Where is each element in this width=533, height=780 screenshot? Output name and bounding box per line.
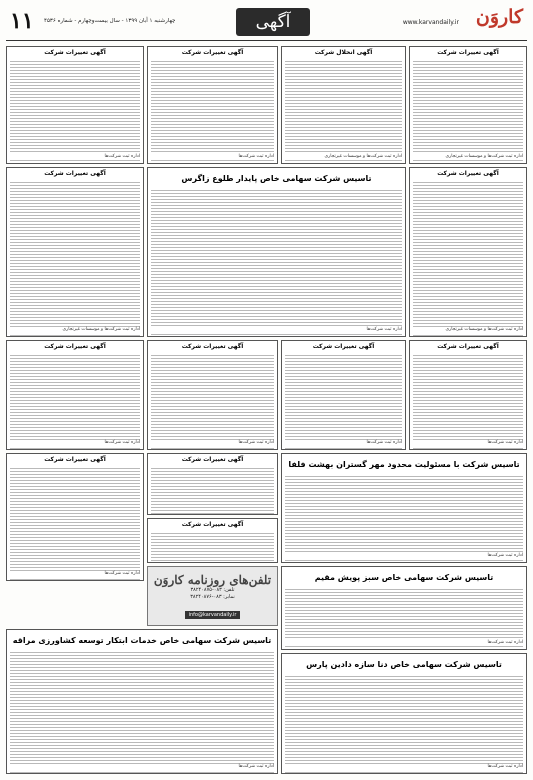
ad-body	[10, 59, 140, 164]
ad-footer: اداره ثبت شرکت‌ها	[10, 571, 140, 577]
ad-block	[281, 566, 527, 650]
ad-body	[151, 59, 274, 164]
ad-body	[413, 353, 523, 450]
ad-block	[147, 518, 278, 563]
date-line: چهارشنبه ۱ آبان ۱۳۹۹ - سال بیست‌وچهارم - شماره ۴۵۳۶	[44, 18, 176, 24]
ad-body	[285, 674, 523, 774]
ad-body	[285, 59, 402, 164]
ad-block	[6, 629, 278, 774]
ad-block	[147, 340, 278, 450]
contact-title: تلفن‌های روزنامه کاروَن	[153, 573, 272, 587]
ad-title: آگهی تغییرات شرکت	[181, 49, 244, 56]
ad-body	[285, 353, 402, 450]
ad-footer: اداره ثبت شرکت‌ها	[285, 764, 523, 770]
page-header	[6, 6, 527, 40]
ad-block	[281, 46, 406, 164]
newspaper-logo: کاروَن	[475, 6, 523, 28]
ad-title: آگهی تغییرات شرکت	[437, 170, 499, 177]
ad-title: تاسیس شرکت سهامی خاص پایدار طلوع زاگرس	[181, 174, 372, 183]
ad-footer: اداره ثبت شرکت‌ها	[285, 553, 523, 559]
section-title: آگهی	[236, 8, 310, 36]
ad-body	[151, 188, 402, 337]
ad-title: آگهی تغییرات شرکت	[181, 343, 244, 350]
ad-body	[285, 474, 523, 563]
ad-block	[281, 340, 406, 450]
ad-body	[413, 180, 523, 337]
ad-footer: اداره ثبت شرکت‌ها	[10, 440, 140, 446]
ad-title: آگهی تغییرات شرکت	[44, 49, 106, 56]
ad-title: آگهی تغییرات شرکت	[437, 49, 499, 56]
contact-phone: تلفن: ۰۸۳-۳۸۲۴۰۸۷۵	[190, 587, 235, 593]
ad-title: آگهی تغییرات شرکت	[437, 343, 499, 350]
ad-footer: اداره ثبت شرکت‌ها	[151, 440, 274, 446]
ad-title: تاسیس شرکت سهامی خاص دنا سازه دادین پارس	[306, 660, 502, 669]
ad-title: تاسیس شرکت با مسئولیت محدود مهر گستران بهشت فلفا	[288, 460, 520, 469]
ad-block	[409, 340, 527, 450]
ad-body	[413, 59, 523, 164]
ad-body	[10, 180, 140, 337]
ad-footer: اداره ثبت شرکت‌ها و موسسات غیرتجاری	[10, 327, 140, 333]
ad-block	[147, 453, 278, 515]
ad-body	[151, 466, 274, 515]
ad-footer: اداره ثبت شرکت‌ها و موسسات غیرتجاری	[413, 154, 523, 160]
ad-title: آگهی تغییرات شرکت	[312, 343, 375, 350]
contact-email: info@karvandaily.ir	[185, 611, 241, 619]
ad-footer: اداره ثبت شرکت‌ها و موسسات غیرتجاری	[285, 154, 402, 160]
website-url: www.karvandaily.ir	[402, 19, 459, 26]
ad-block	[281, 453, 527, 563]
ad-title: آگهی تغییرات شرکت	[44, 343, 106, 350]
ad-title: آگهی تغییرات شرکت	[44, 456, 106, 463]
header-rule	[6, 40, 527, 41]
contact-fax: نمابر: ۰۸۳-۳۸۲۴۰۸۷۶	[190, 594, 235, 600]
ad-block	[147, 167, 406, 337]
ad-block	[6, 340, 144, 450]
ad-title: تاسیس شرکت سهامی خاص سبز پویش مقیم	[314, 573, 494, 582]
ad-footer: اداره ثبت شرکت‌ها	[285, 640, 523, 646]
page-number: ۱۱	[10, 8, 34, 34]
ad-block	[409, 167, 527, 337]
ad-body	[10, 650, 274, 774]
ad-title: آگهی تغییرات شرکت	[181, 456, 244, 463]
ad-footer: اداره ثبت شرکت‌ها و موسسات غیرتجاری	[413, 327, 523, 333]
ad-body	[10, 466, 140, 581]
ad-block	[281, 653, 527, 774]
ad-footer: اداره ثبت شرکت‌ها	[151, 327, 402, 333]
ad-title: آگهی تغییرات شرکت	[44, 170, 106, 177]
newspaper-contact-box	[147, 566, 278, 626]
ad-footer: اداره ثبت شرکت‌ها	[10, 154, 140, 160]
ad-body	[151, 531, 274, 563]
ad-title: تاسیس شرکت سهامی خاص خدمات ابتکار توسعه کشاورزی مراقه	[12, 636, 272, 645]
ad-body	[10, 353, 140, 450]
ad-body	[151, 353, 274, 450]
ad-footer: اداره ثبت شرکت‌ها	[151, 154, 274, 160]
ad-block	[147, 46, 278, 164]
ad-title: آگهی تغییرات شرکت	[181, 521, 244, 528]
ad-block	[6, 46, 144, 164]
ad-footer: اداره ثبت شرکت‌ها	[413, 440, 523, 446]
ad-footer: اداره ثبت شرکت‌ها	[10, 764, 274, 770]
ad-block	[6, 167, 144, 337]
ad-footer: اداره ثبت شرکت‌ها	[285, 440, 402, 446]
ad-block	[409, 46, 527, 164]
ad-block	[6, 453, 144, 581]
ad-title: آگهی انحلال شرکت	[314, 49, 373, 56]
